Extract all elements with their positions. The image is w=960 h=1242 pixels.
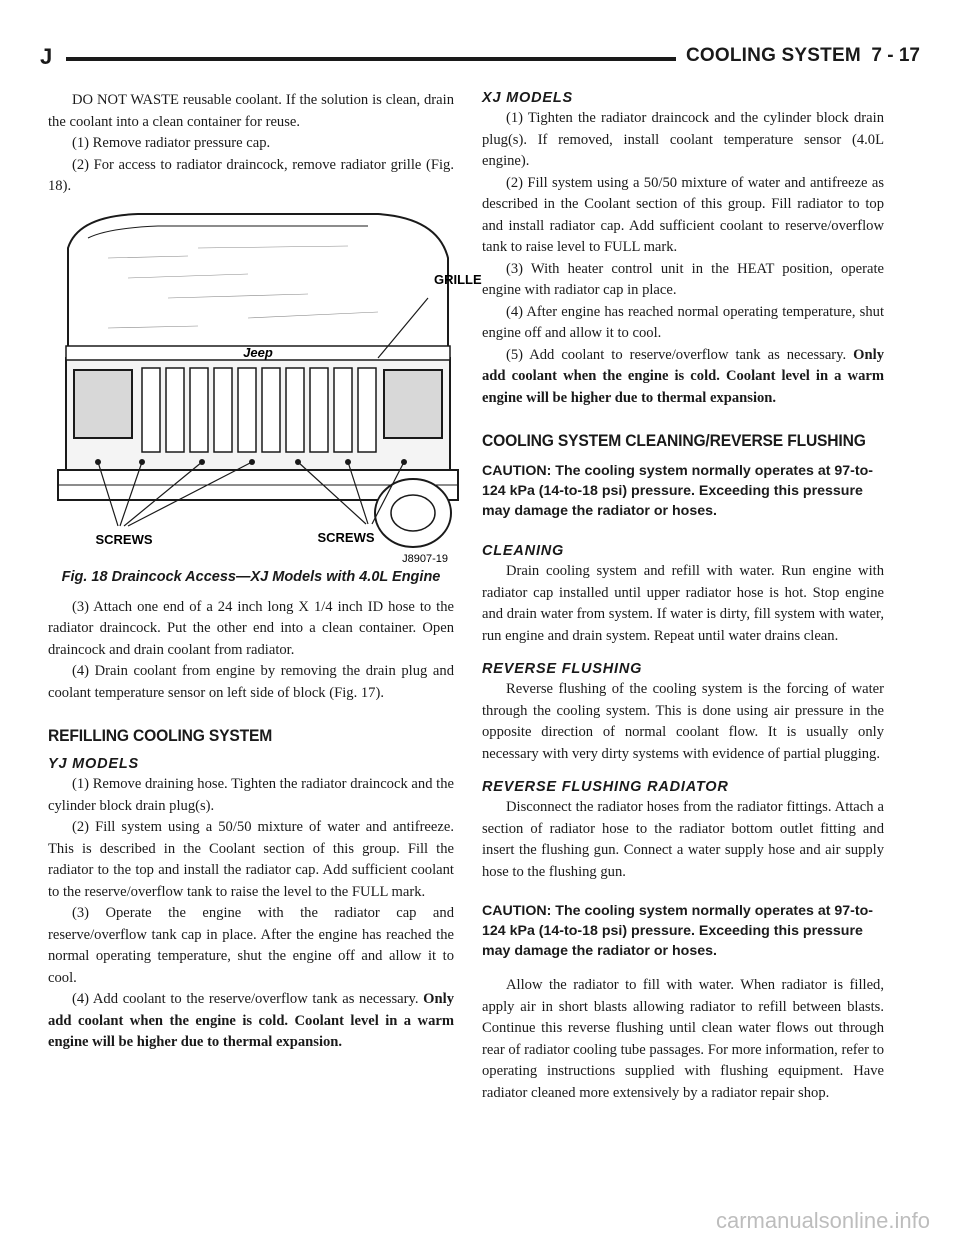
header-rule [66, 57, 676, 61]
final-flush-text: Allow the radiator to fill with water. When radiator is filled, apply air in short blasts allowing radiator to refill between blasts. Continue this reverse flushing until clean water flows out through rear of radiator cooling tube passages. For more information, refer to operating instructions supplied with flushing equipment. Have radiator cleaned more extensively by a radiator repair shop. [482, 977, 884, 1101]
left-headlamp [74, 370, 132, 438]
xj-step-3: (3) With heater control unit in the HEAT position, operate engine with radiator cap in place. [482, 260, 884, 298]
reverse-flushing-text: Reverse flushing of the cooling system is the forcing of water through the cooling system. This is done using air pressure in the opposite direction of normal coolant flow. It is usually only necessary with very dirty systems with evidence of partial plugging. [482, 681, 884, 762]
grille-label: GRILLE [434, 271, 482, 287]
figure-code: J8907-19 [402, 552, 448, 565]
figure-caption: Fig. 18 Draincock Access—XJ Models with 4.0L Engine [61, 568, 441, 585]
right-headlamp [384, 370, 442, 438]
cleaning-text: Drain cooling system and refill with water. Run engine with radiator cap installed until upper radiator hose is hot. Stop engine and drain water from system. If water is dirty, fill system with water, run engine and drain system. Repeat until water drains clean. [482, 563, 884, 644]
intro-paragraph: DO NOT WASTE reusable coolant. If the solution is clean, drain the coolant into a clean container for reuse. [48, 92, 454, 130]
yj-step-3: (3) Operate the engine with the radiator cap and reserve/overflow tank cap in place. After the engine has reached the normal operating temperature, shut the engine off and allow it to cool. [48, 905, 454, 986]
yj-step-1: (1) Remove draining hose. Tighten the radiator draincock and the cylinder block drain plug(s). [48, 776, 454, 814]
reverse-flushing-heading: REVERSE FLUSHING [482, 661, 643, 677]
caution-pressure-2: CAUTION: The cooling system normally operates at 97-to-124 kPa (14-to-18 psi) pressure. Exceeding this pressure may damage the radiator or hoses. [482, 903, 874, 959]
watermark: carmanualsonline.info [715, 1208, 930, 1233]
page-number: 7 - 17 [871, 45, 920, 66]
xj-models-heading: XJ MODELS [482, 90, 573, 106]
reverse-flushing-radiator-heading: REVERSE FLUSHING RADIATOR [482, 779, 729, 795]
reverse-flushing-radiator-text: Disconnect the radiator hoses from the radiator fittings. Attach a section of radiator hose to the radiator bottom outlet fitting and insert the flushing gun. Connect a water supply hose and air supply hose to the flushing gun. [482, 799, 884, 880]
step-remove-cap: (1) Remove radiator pressure cap. [72, 135, 271, 151]
refilling-heading: REFILLING COOLING SYSTEM [48, 726, 273, 745]
yj-step-2: (2) Fill system using a 50/50 mixture of water and antifreeze. This is described in the Coolant section of this group. Fill the radiator to the top and install the radiator cap. Add sufficient coolant to the reserve/overflow tank to raise the level to the FULL mark. [48, 819, 454, 900]
jeep-emblem: Jeep [243, 344, 273, 360]
yj-step-4 [48, 989, 454, 1054]
left-column [48, 90, 482, 1054]
step-drain-engine: (4) Drain coolant from engine by removing the drain plug and coolant temperature sensor on left side of block (Fig. 17). [48, 663, 454, 701]
yj-step-4-text: (4) Add coolant to the reserve/overflow tank as necessary. [72, 991, 419, 1007]
screws-label-left: SCREWS [95, 531, 153, 547]
grille-illustration [48, 208, 482, 565]
xj-step-4: (4) After engine has reached normal operating temperature, shut engine off and allow it to cool. [482, 303, 884, 341]
step-remove-grille: (2) For access to radiator draincock, remove radiator grille (Fig. 18). [48, 156, 454, 194]
caution-pressure-1: CAUTION: The cooling system normally operates at 97-to-124 kPa (14-to-18 psi) pressure. Exceeding this pressure may damage the radiator or hoses. [482, 463, 874, 519]
right-column [482, 90, 884, 1104]
xj-step-5-warning: Only add coolant when the engine is cold. Coolant level in a warm engine will be higher due to thermal expansion. [482, 346, 884, 406]
xj-step-5-text: (5) Add coolant to reserve/overflow tank as necessary. [506, 346, 847, 363]
screws-label-right: SCREWS [317, 529, 375, 545]
xj-step-5 [482, 345, 884, 410]
xj-step-1: (1) Tighten the radiator draincock and the cylinder block drain plug(s). If removed, install coolant temperature sensor (4.0L engine). [482, 110, 884, 169]
yj-step-4-warning: Only add coolant when the engine is cold. Coolant level in a warm engine will be higher due to thermal expansion. [48, 991, 454, 1050]
page-header [40, 44, 920, 74]
cleaning-heading: CLEANING [482, 543, 565, 559]
figure-draincock-access [48, 208, 482, 565]
cleaning-section-heading: COOLING SYSTEM CLEANING/REVERSE FLUSHING [482, 431, 866, 450]
step-attach-hose: (3) Attach one end of a 24 inch long X 1/4 inch ID hose to the radiator draincock. Put the other end into a clean container. Open draincock and drain coolant from radiator. [48, 598, 454, 658]
section-letter: J [40, 44, 53, 69]
header-title: COOLING SYSTEM [686, 45, 861, 66]
yj-models-heading: YJ MODELS [48, 756, 139, 772]
xj-step-2: (2) Fill system using a 50/50 mixture of water and antifreeze as described in the Coolant section of this group. Fill radiator to top and install radiator cap. Add sufficient coolant to reserve/overflow tank to raise level to FULL mark. [482, 174, 884, 255]
